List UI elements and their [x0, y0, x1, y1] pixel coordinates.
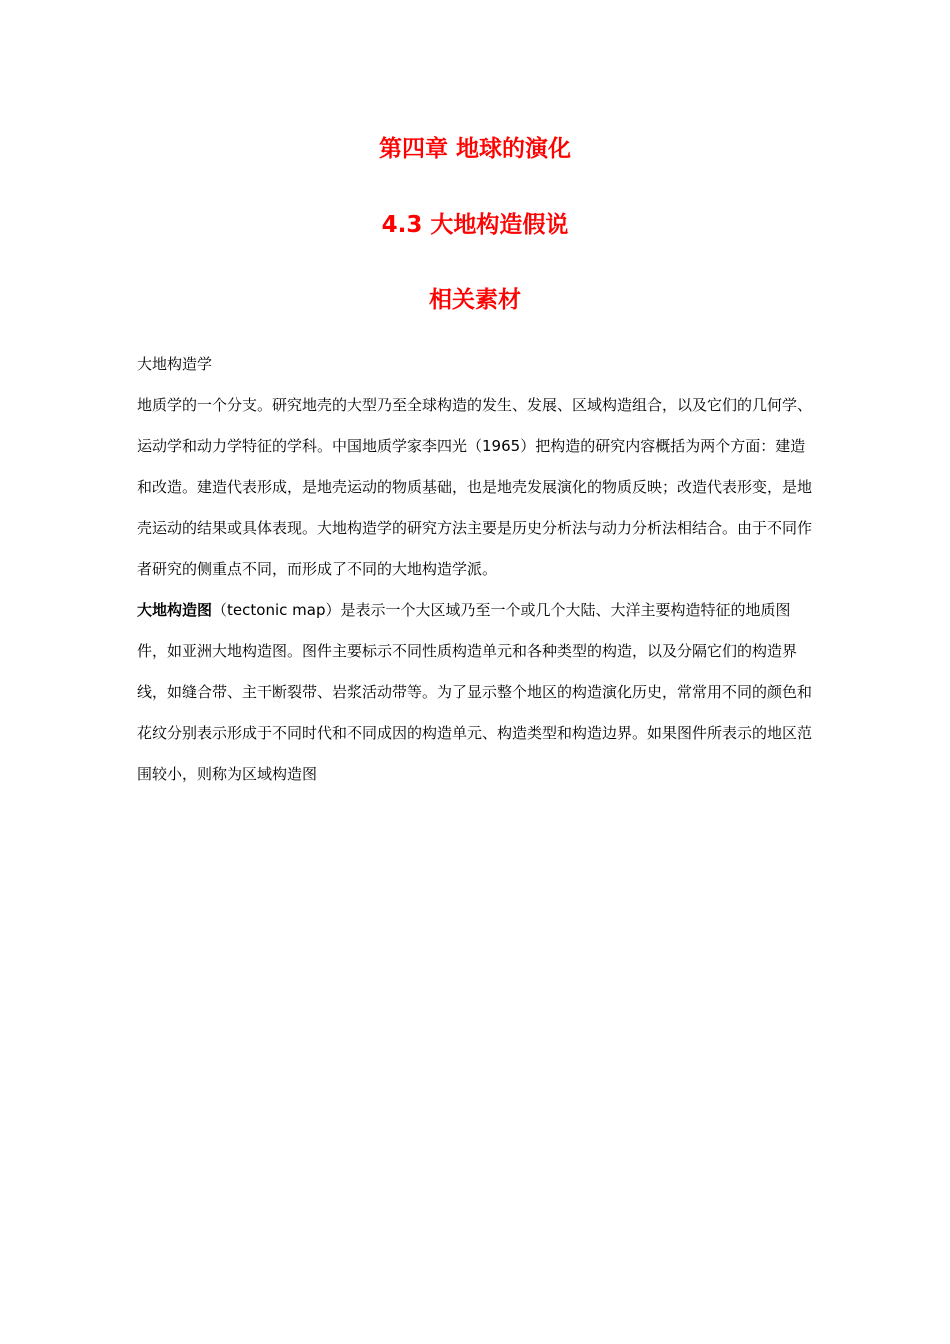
paragraph-definition [137, 385, 817, 590]
paragraph-definition-year: 1965 [482, 437, 521, 455]
chapter-title: 第四章 地球的演化 [378, 136, 571, 162]
paragraph-definition-text-1: 地质学的一个分支。研究地壳的大型乃至全球构造的发生、发展、区域构造组合，以及它们的几何学、运动学和动力学特征的学科。中国地质学家李四光（ [137, 396, 813, 455]
tectonic-map-term-english: tectonic map [227, 601, 326, 619]
topic-title: 大地构造学 [137, 355, 213, 373]
body-content [137, 344, 817, 795]
tectonic-map-term: 大地构造图 [137, 601, 213, 619]
paragraph-definition-text-2: ）把构造的研究内容概括为两个方面：建造和改造。建造代表形成，是地壳运动的物质基础，也是地壳发展演化的物质反映；改造代表形变，是地壳运动的结果或具体表现。大地构造学的研究方法主要是历史分析法与动力分析法相结合。由于不同作者研究的侧重点不同，而形成了不同的大地构造学派。 [137, 437, 813, 578]
material-title: 相关素材 [429, 287, 521, 313]
section-title: 4.3 大地构造假说 [381, 212, 569, 238]
paren-open: （ [212, 601, 228, 619]
paragraph-tectonic-map [137, 590, 817, 795]
paragraph-tectonic-map-text: ）是表示一个大区域乃至一个或几个大陆、大洋主要构造特征的地质图件，如亚洲大地构造图。图件主要标示不同性质构造单元和各种类型的构造，以及分隔它们的构造界线，如缝合带、主干断裂带、岩浆活动带等。为了显示整个地区的构造演化历史，常常用不同的颜色和花纹分别表示形成于不同时代和不同成因的构造单元、构造类型和构造边界。如果图件所表示的地区范围较小，则称为区域构造图 [137, 601, 813, 783]
